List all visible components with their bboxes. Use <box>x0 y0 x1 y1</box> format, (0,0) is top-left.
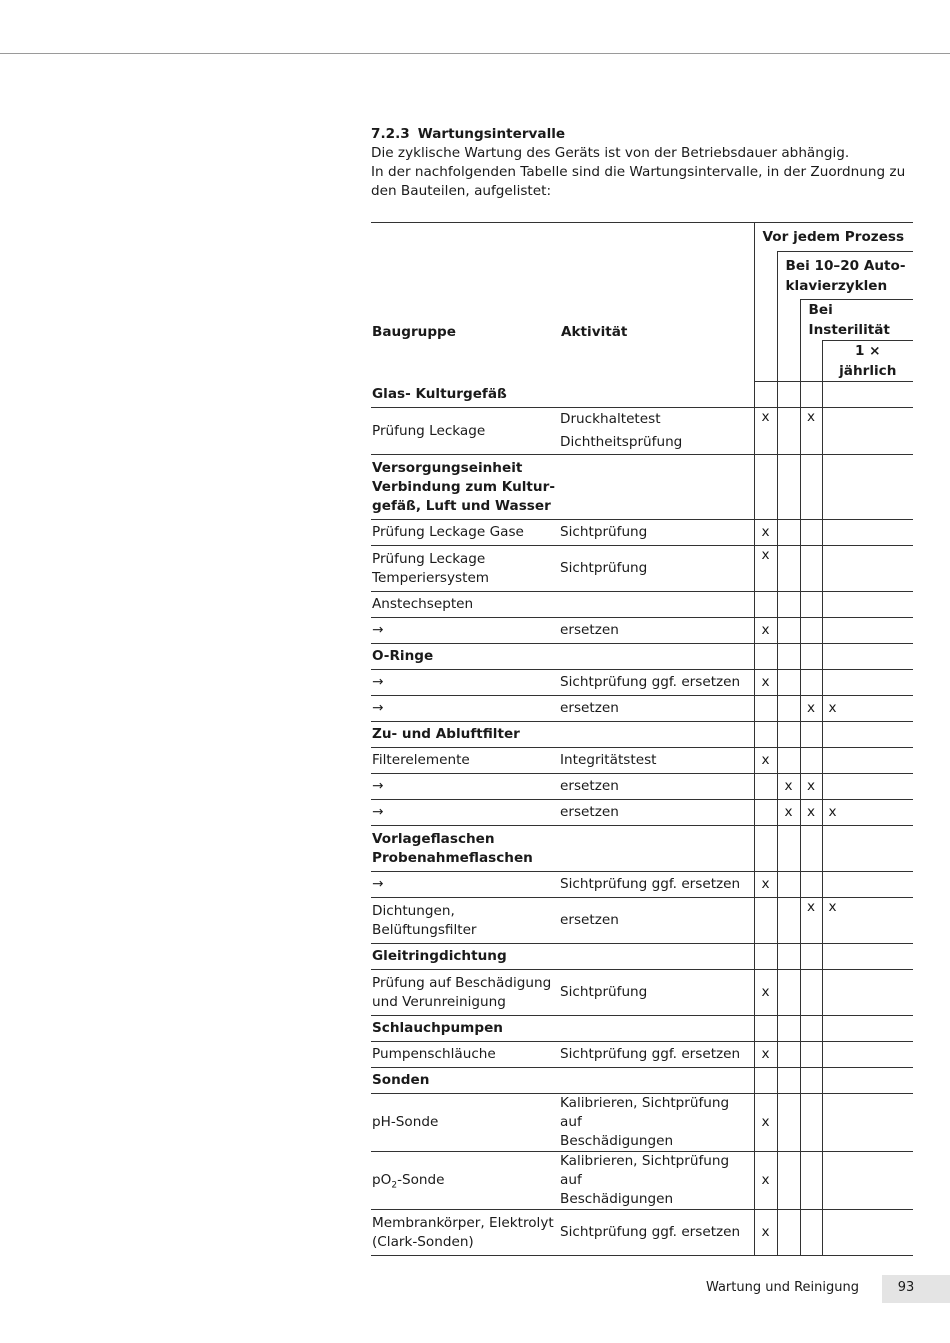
header-spacer <box>754 252 777 300</box>
top-rule <box>0 53 950 54</box>
arrow-right-icon: → <box>372 674 384 690</box>
component-label: Filterelemente <box>371 748 560 774</box>
footer-section-name: Wartung und Reinigung <box>705 1280 859 1295</box>
table-row <box>371 970 913 1016</box>
header-spacer <box>777 300 800 341</box>
interval-mark <box>800 382 822 408</box>
interval-mark <box>822 774 913 800</box>
interval-mark <box>800 670 822 696</box>
interval-mark <box>800 944 822 970</box>
table-row <box>371 382 913 408</box>
activity-cell: Sichtprüfung ggf. ersetzen <box>560 670 754 696</box>
interval-mark: x <box>754 748 777 774</box>
interval-mark <box>822 382 913 408</box>
group-label: Zu- und Abluftfilter <box>371 722 560 748</box>
group-label: Schlauchpumpen <box>371 1016 560 1042</box>
interval-mark <box>777 618 800 644</box>
table-row <box>371 1210 913 1256</box>
interval-mark: x <box>800 774 822 800</box>
table-row <box>371 592 913 618</box>
interval-mark: x <box>800 696 822 722</box>
activity-cell: ersetzen <box>560 618 754 644</box>
interval-mark <box>777 644 800 670</box>
interval-mark <box>777 1042 800 1068</box>
interval-mark: x <box>800 408 822 455</box>
component-label <box>371 872 560 898</box>
interval-mark: x <box>800 800 822 826</box>
interval-mark <box>754 722 777 748</box>
interval-mark <box>822 644 913 670</box>
table-row <box>371 696 913 722</box>
page-number: 93 <box>897 1280 915 1295</box>
interval-mark <box>800 872 822 898</box>
group-label: Sonden <box>371 1068 560 1094</box>
table-row <box>371 800 913 826</box>
activity-cell: Kalibrieren, Sichtprüfung auf Beschädigungen <box>560 1094 754 1152</box>
interval-mark <box>777 1016 800 1042</box>
interval-mark <box>822 826 913 872</box>
interval-mark <box>800 826 822 872</box>
component-label <box>371 774 560 800</box>
activity-cell: Sichtprüfung <box>560 546 754 592</box>
activity-cell <box>560 644 754 670</box>
interval-mark <box>822 722 913 748</box>
interval-mark <box>777 1152 800 1210</box>
component-label: Prüfung Leckage Gase <box>371 520 560 546</box>
interval-mark: x <box>777 800 800 826</box>
section-number: 7.2.3 <box>371 126 410 142</box>
component-label <box>371 800 560 826</box>
interval-mark <box>754 898 777 944</box>
activity-cell: Integritätstest <box>560 748 754 774</box>
interval-mark <box>754 592 777 618</box>
table-row <box>371 1016 913 1042</box>
interval-mark <box>777 696 800 722</box>
activity-cell: Sichtprüfung ggf. ersetzen <box>560 1210 754 1256</box>
activity-cell: Sichtprüfung ggf. ersetzen <box>560 1042 754 1068</box>
label-suffix: -Sonde <box>397 1172 445 1188</box>
component-label: Membrankörper, Elektrolyt (Clark-Sonden) <box>371 1210 560 1256</box>
interval-mark <box>777 898 800 944</box>
interval-mark <box>800 592 822 618</box>
interval-mark <box>777 520 800 546</box>
activity-cell <box>560 826 754 872</box>
interval-mark: x <box>754 408 777 455</box>
interval-mark <box>822 520 913 546</box>
interval-mark <box>800 546 822 592</box>
interval-mark <box>777 1094 800 1152</box>
interval-mark <box>777 670 800 696</box>
column-header-baugruppe: Baugruppe <box>372 323 457 340</box>
activity-cell: Druckhaltetest Dichtheitsprüfung <box>560 408 754 455</box>
interval-mark <box>800 520 822 546</box>
interval-mark <box>777 455 800 520</box>
interval-mark <box>800 970 822 1016</box>
arrow-right-icon: → <box>372 622 384 638</box>
interval-mark: x <box>800 898 822 944</box>
component-label: Anstechsepten <box>371 592 560 618</box>
interval-mark <box>822 872 913 898</box>
component-label: Prüfung Leckage Temperiersystem <box>371 546 560 592</box>
component-label: pH-Sonde <box>371 1094 560 1152</box>
table-row <box>371 722 913 748</box>
interval-mark: x <box>822 800 913 826</box>
interval-mark <box>822 1094 913 1152</box>
table-row <box>371 644 913 670</box>
interval-mark <box>777 546 800 592</box>
column-header-aktivitaet: Aktivität <box>561 323 628 340</box>
header-spacer <box>800 341 822 382</box>
activity-cell <box>560 382 754 408</box>
interval-mark <box>800 644 822 670</box>
interval-mark <box>800 1152 822 1210</box>
table-row <box>371 944 913 970</box>
interval-mark: x <box>754 1210 777 1256</box>
arrow-right-icon: → <box>372 700 384 716</box>
interval-mark <box>777 1210 800 1256</box>
table-row <box>371 670 913 696</box>
interval-mark <box>754 1068 777 1094</box>
group-label: Glas- Kulturgefäß <box>371 382 560 408</box>
interval-mark <box>822 618 913 644</box>
interval-mark <box>777 382 800 408</box>
maintenance-table <box>371 222 913 1256</box>
interval-mark <box>800 455 822 520</box>
header-spacer <box>777 341 800 382</box>
arrow-right-icon: → <box>372 778 384 794</box>
page-footer <box>0 1275 950 1303</box>
interval-mark <box>777 872 800 898</box>
interval-mark <box>777 970 800 1016</box>
interval-mark: x <box>754 618 777 644</box>
interval-mark <box>754 696 777 722</box>
interval-mark <box>800 1016 822 1042</box>
table-row <box>371 748 913 774</box>
interval-mark <box>777 592 800 618</box>
intro-line-2: In der nachfolgenden Tabelle sind die Wartungsintervalle, in der Zuordnung zu den Bauteilen, aufgelistet: <box>371 164 906 199</box>
activity-cell: ersetzen <box>560 898 754 944</box>
header-insterilitaet: Bei Insterilität <box>800 300 913 341</box>
interval-mark <box>800 1068 822 1094</box>
interval-mark: x <box>754 520 777 546</box>
group-label: Vorlageflaschen Probenahmeflaschen <box>371 826 560 872</box>
table-row <box>371 546 913 592</box>
activity-cell: Kalibrieren, Sichtprüfung auf Beschädigungen <box>560 1152 754 1210</box>
interval-mark <box>800 1210 822 1256</box>
table-row <box>371 826 913 872</box>
interval-mark <box>777 722 800 748</box>
interval-mark: x <box>822 898 913 944</box>
section-title: Wartungsintervalle <box>417 126 566 142</box>
activity-cell <box>560 722 754 748</box>
table-row <box>371 455 913 520</box>
component-label: Prüfung auf Beschädigung und Verunreinigung <box>371 970 560 1016</box>
group-label: Versorgungseinheit Verbindung zum Kultur- gefäß, Luft und Wasser <box>371 455 560 520</box>
table-row <box>371 408 913 455</box>
interval-mark <box>822 546 913 592</box>
activity-cell: ersetzen <box>560 800 754 826</box>
section-heading <box>371 125 916 144</box>
interval-mark <box>822 408 913 455</box>
header-jaehrlich: 1 × jährlich <box>822 341 913 382</box>
interval-mark <box>800 748 822 774</box>
header-autoklavierzyklen <box>777 252 913 300</box>
interval-mark: x <box>754 1042 777 1068</box>
interval-mark <box>754 382 777 408</box>
component-label: Pumpenschläuche <box>371 1042 560 1068</box>
interval-mark <box>822 1210 913 1256</box>
interval-mark <box>800 618 822 644</box>
interval-mark <box>777 748 800 774</box>
page-number-box <box>882 1275 950 1303</box>
arrow-right-icon: → <box>372 804 384 820</box>
interval-mark <box>822 1016 913 1042</box>
group-label: Gleitringdichtung <box>371 944 560 970</box>
component-label <box>371 618 560 644</box>
interval-mark <box>822 670 913 696</box>
interval-mark <box>822 1042 913 1068</box>
group-label: O-Ringe <box>371 644 560 670</box>
activity-cell: Sichtprüfung <box>560 970 754 1016</box>
interval-mark <box>754 774 777 800</box>
interval-mark <box>822 1068 913 1094</box>
interval-mark <box>754 826 777 872</box>
intro-line-1: Die zyklische Wartung des Geräts ist von der Betriebsdauer abhängig. <box>371 145 850 161</box>
table-row <box>371 898 913 944</box>
interval-mark <box>822 1152 913 1210</box>
activity-cell: Sichtprüfung <box>560 520 754 546</box>
table-row <box>371 872 913 898</box>
header-spacer <box>754 300 777 341</box>
interval-mark <box>754 455 777 520</box>
interval-mark <box>754 800 777 826</box>
table-row <box>371 1152 913 1210</box>
header-autoklavierzyklen-text: Bei 10–20 Auto- klavierzyklen <box>785 257 906 294</box>
table-row <box>371 1068 913 1094</box>
interval-mark <box>822 455 913 520</box>
activity-cell: ersetzen <box>560 696 754 722</box>
table-row <box>371 774 913 800</box>
interval-mark <box>800 1042 822 1068</box>
table-row <box>371 618 913 644</box>
activity-cell <box>560 944 754 970</box>
activity-cell <box>560 1016 754 1042</box>
table-row <box>371 520 913 546</box>
interval-mark <box>754 944 777 970</box>
interval-mark <box>800 722 822 748</box>
subscript: 2 <box>391 1180 398 1191</box>
maintenance-table-body <box>371 223 913 1256</box>
component-label: Dichtungen, Belüftungsfilter <box>371 898 560 944</box>
interval-mark: x <box>754 546 777 592</box>
interval-mark <box>777 944 800 970</box>
interval-mark <box>822 944 913 970</box>
interval-mark <box>822 748 913 774</box>
interval-mark <box>800 1094 822 1152</box>
activity-cell: ersetzen <box>560 774 754 800</box>
interval-mark: x <box>777 774 800 800</box>
interval-mark <box>822 970 913 1016</box>
interval-mark: x <box>754 1094 777 1152</box>
table-row <box>371 1094 913 1152</box>
component-label <box>371 670 560 696</box>
table-header-left <box>371 223 754 382</box>
interval-mark <box>777 408 800 455</box>
header-vor-jedem-prozess: Vor jedem Prozess <box>754 223 913 252</box>
interval-mark <box>754 644 777 670</box>
activity-cell: Sichtprüfung ggf. ersetzen <box>560 872 754 898</box>
activity-cell <box>560 592 754 618</box>
intro-block <box>371 125 916 201</box>
interval-mark: x <box>754 872 777 898</box>
component-label: $pO_2$-Sonde <box>371 1152 560 1210</box>
interval-mark <box>777 826 800 872</box>
component-label <box>371 696 560 722</box>
interval-mark <box>822 592 913 618</box>
interval-mark <box>777 1068 800 1094</box>
interval-mark: x <box>754 970 777 1016</box>
interval-mark: x <box>754 1152 777 1210</box>
table-row <box>371 1042 913 1068</box>
activity-cell <box>560 455 754 520</box>
component-label: Prüfung Leckage <box>371 408 560 455</box>
interval-mark: x <box>822 696 913 722</box>
activity-cell <box>560 1068 754 1094</box>
arrow-right-icon: → <box>372 876 384 892</box>
header-spacer <box>754 341 777 382</box>
interval-mark <box>754 1016 777 1042</box>
interval-mark: x <box>754 670 777 696</box>
